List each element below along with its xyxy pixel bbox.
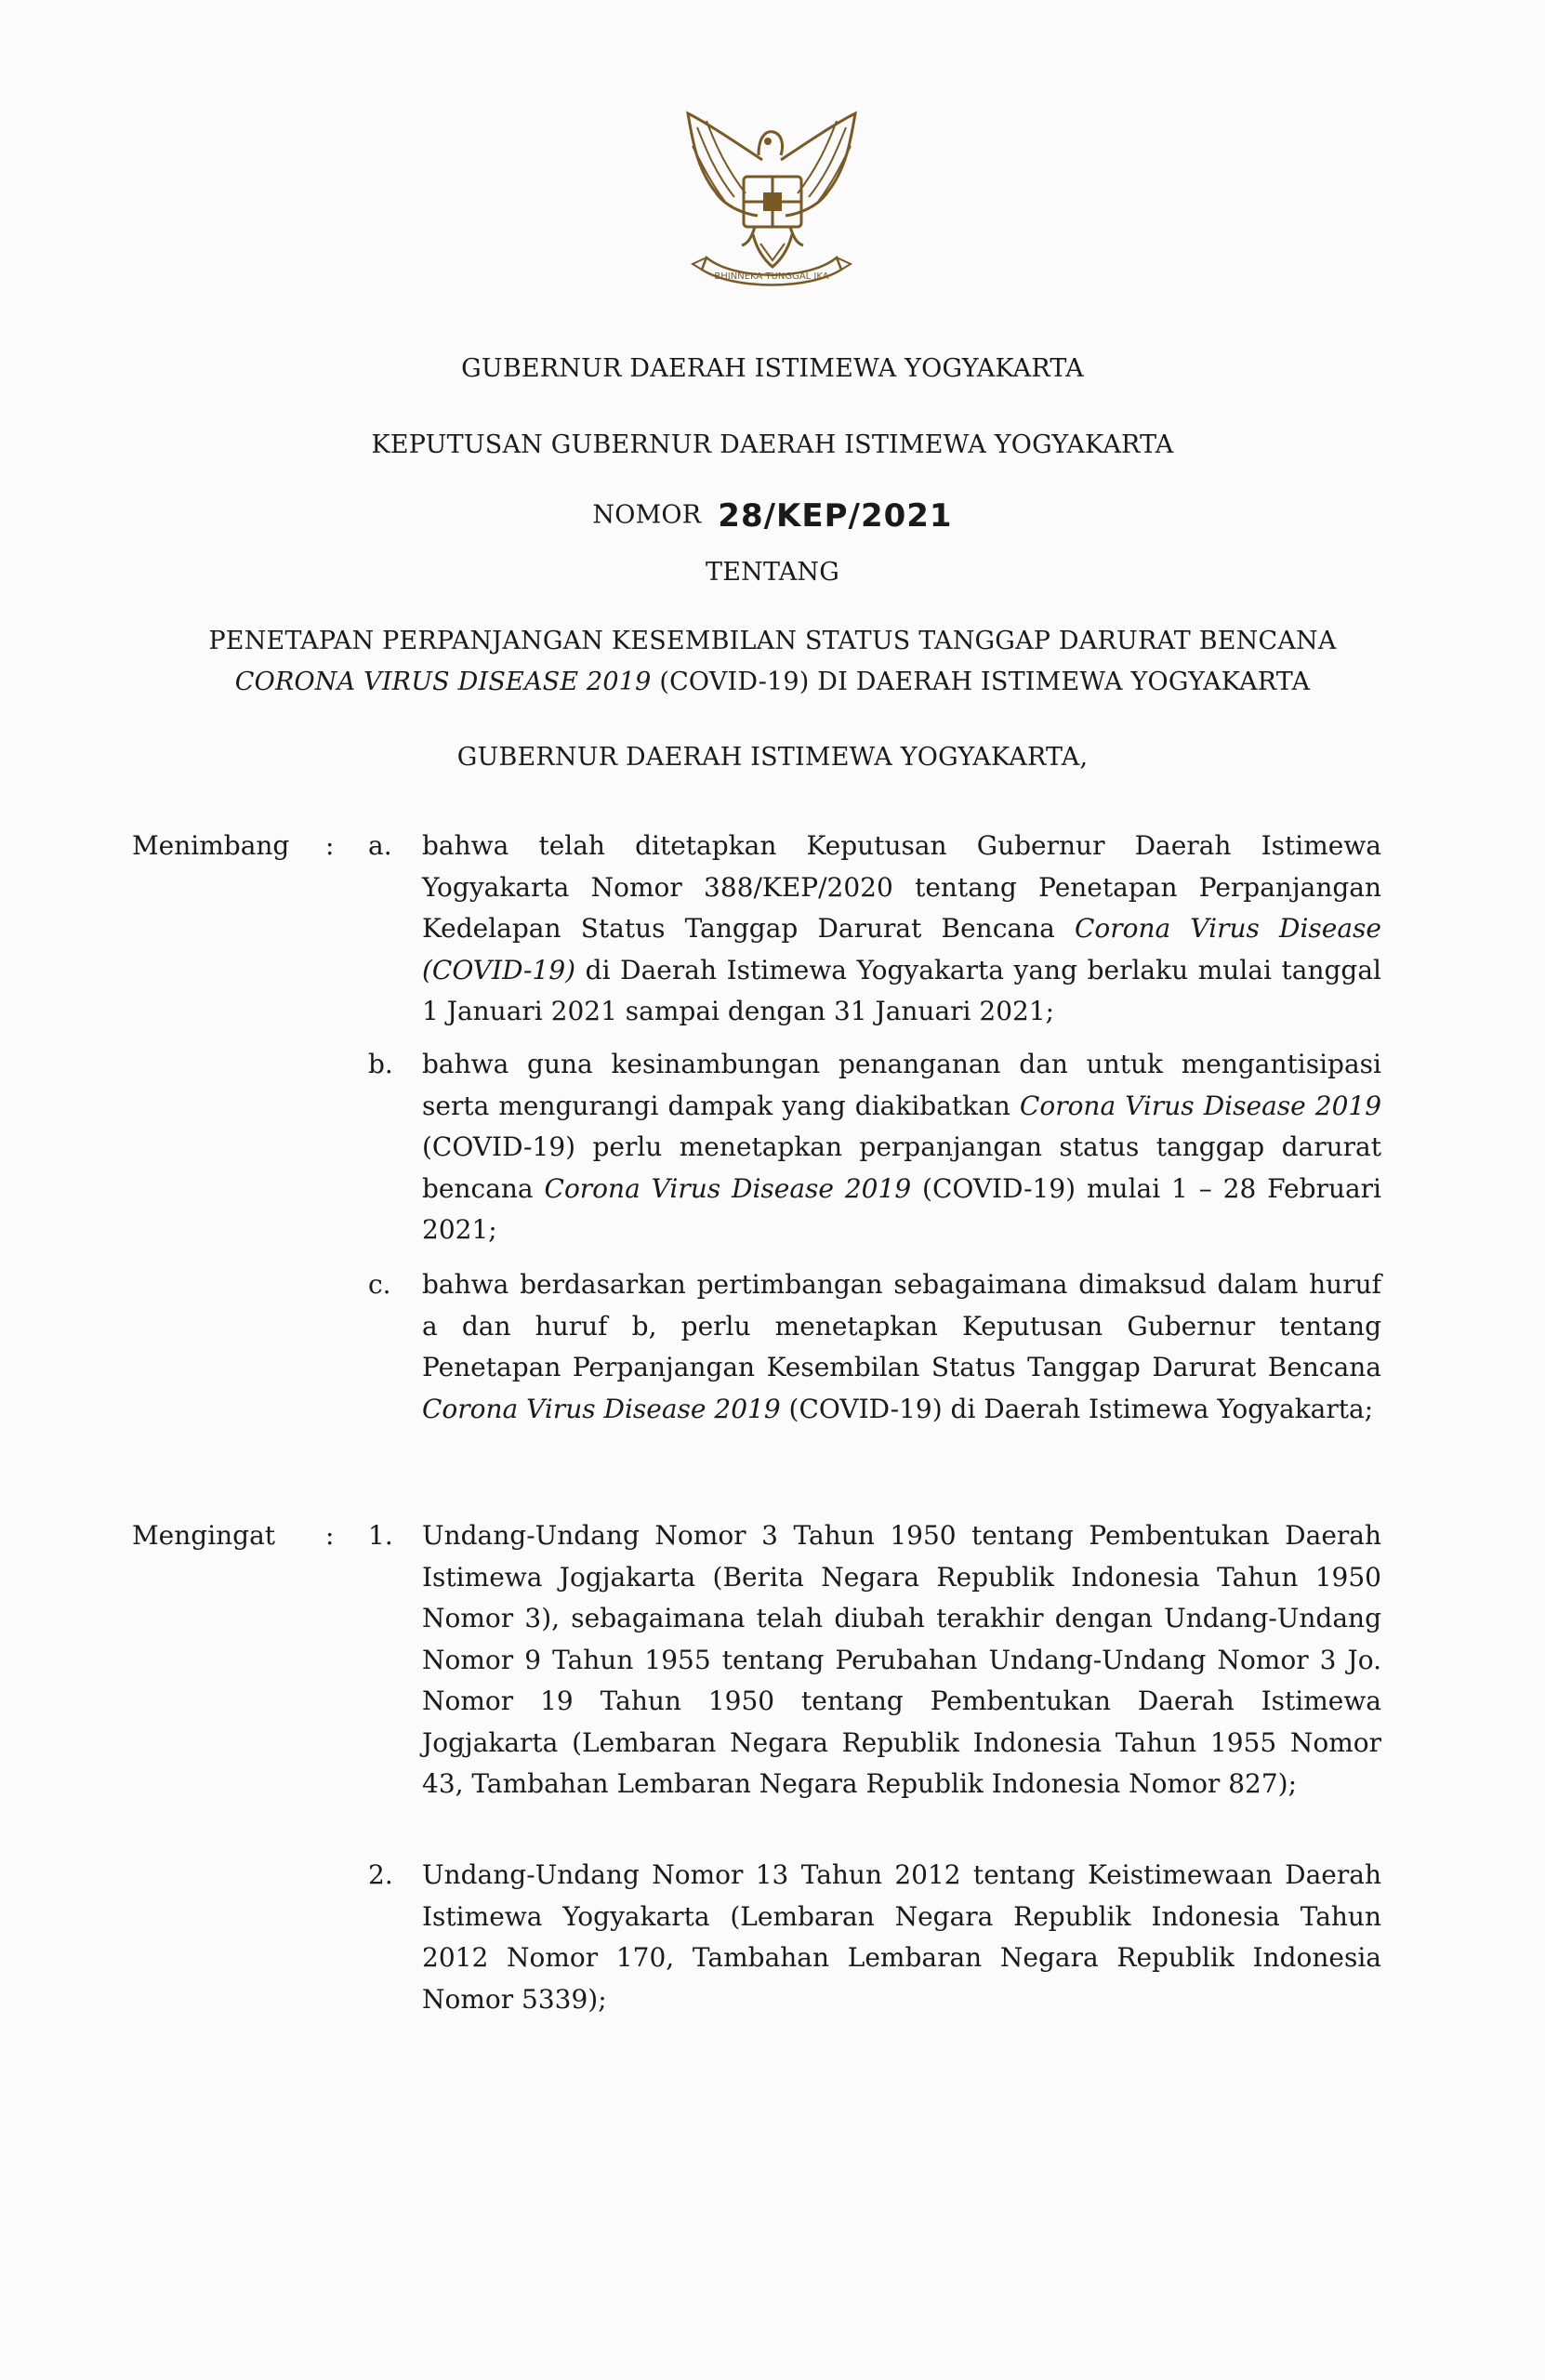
mengingat-item-2 [368,1855,1381,2020]
item-marker: 1. [368,1520,393,1551]
item-marker: b. [368,1049,393,1079]
item-text: bahwa berdasarkan pertimbangan sebagaimana dimaksud dalam huruf a dan huruf b, perlu menetapkan Keputusan Gubernur tentang Penetapan Perpanjangan Kesembilan Status Tanggap Darurat Bencana Corona Virus Disease 2019 (COVID-19) di Daerah Istimewa Yogyakarta; [422,1269,1381,1424]
item-text: Undang-Undang Nomor 13 Tahun 2012 tentang Keistimewaan Daerah Istimewa Yogyakarta (Lembaran Negara Republik Indonesia Tahun 2012 Nomor 170, Tambahan Lembaran Negara Republik Indonesia Nomor 5339); [422,1859,1381,2015]
mengingat-label: Mengingat [132,1520,276,1551]
issuer-heading: GUBERNUR DAERAH ISTIMEWA YOGYAKARTA, [456,743,1089,772]
tentang-label: TENTANG [706,558,839,587]
decree-title: KEPUTUSAN GUBERNUR DAERAH ISTIMEWA YOGYAKARTA [371,430,1174,459]
subject-rest: (COVID-19) DI DAERAH ISTIMEWA YOGYAKARTA [651,668,1311,696]
mengingat-colon: : [325,1520,335,1551]
decree-number [0,496,1545,536]
nomor-value: 28/KEP/2021 [718,496,953,535]
menimbang-item-c [368,1264,1381,1430]
nomor-label: NOMOR [592,500,702,530]
menimbang-colon: : [325,830,335,861]
emblem-motto: BHINNEKA TUNGGAL IKA [714,271,829,282]
menimbang-item-a [368,826,1381,1033]
item-text: bahwa telah ditetapkan Keputusan Gubernur Daerah Istimewa Yogyakarta Nomor 388/KEP/2020 tentang Penetapan Perpanjangan Kedelapan Status Tanggap Darurat Bencana Corona Virus Disease (COVID-19) di Daerah Istimewa Yogyakarta yang berlaku mulai tanggal 1 Januari 2021 sampai dengan 31 Januari 2021; [422,830,1382,1026]
subject-line-1: PENETAPAN PERPANJANGAN KESEMBILAN STATUS TANGGAP DARURAT BENCANA [208,627,1337,655]
item-text: bahwa guna kesinambungan penanganan dan untuk mengantisipasi serta mengurangi dampak yang diakibatkan Corona Virus Disease 2019 (COVID-19) perlu menetapkan perpanjangan status tanggap darurat bencana Corona Virus Disease 2019 (COVID-19) mulai 1 – 28 Februari 2021; [422,1049,1382,1245]
governor-heading: GUBERNUR DAERAH ISTIMEWA YOGYAKARTA [461,354,1084,383]
item-marker: c. [368,1269,391,1300]
menimbang-label: Menimbang [132,830,290,861]
item-marker: a. [368,830,392,861]
mengingat-item-1 [368,1515,1381,1805]
subject-line-2 [0,663,1545,702]
menimbang-item-b [368,1044,1381,1251]
item-marker: 2. [368,1859,393,1890]
subject-italic: CORONA VIRUS DISEASE 2019 [234,668,652,696]
garuda-pancasila-emblem-icon [669,104,874,311]
item-text: Undang-Undang Nomor 3 Tahun 1950 tentang Pembentukan Daerah Istimewa Jogjakarta (Berita Negara Republik Indonesia Tahun 1950 Nomor 3), sebagaimana telah diubah terakhir dengan Undang-Undang Nomor 9 Tahun 1955 tentang Perubahan Undang-Undang Nomor 3 Jo. Nomor 19 Tahun 1950 tentang Pembentukan Daerah Istimewa Jogjakarta (Lembaran Negara Republik Indonesia Tahun 1955 Nomor 43, Tambahan Lembaran Negara Republik Indonesia Nomor 827); [422,1520,1381,1799]
